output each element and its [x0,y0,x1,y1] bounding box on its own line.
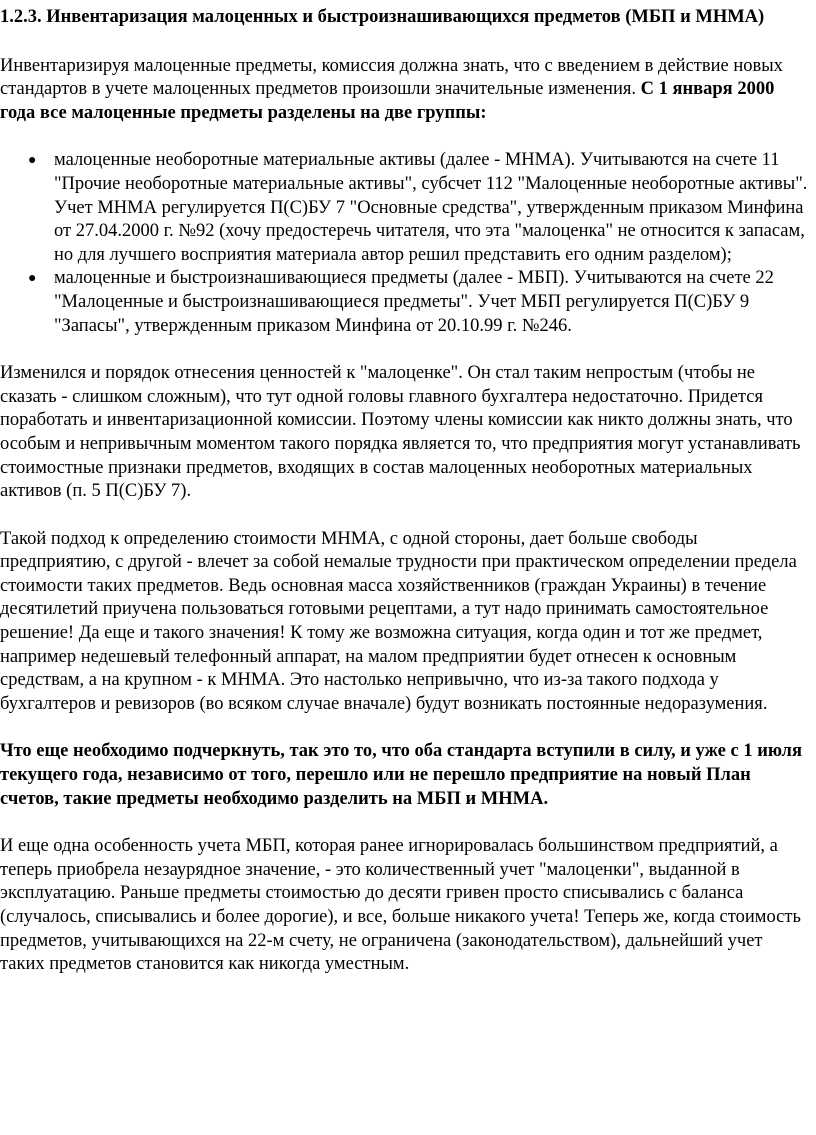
list-item-mnma [28,149,810,267]
intro-bold-text: С 1 января 2000 года все малоценные предметы разделены на две группы: [0,79,775,123]
paragraph-procedure: Изменился и порядок отнесения ценностей к "малоценке". Он стал таким непростым (чтобы не сказать - слишком сложным), что тут одной головы главного бухгалтера недостаточно. Придется поработать и инвентаризационной комиссии. Поэтому члены комиссии как никто должны знать, что особым и непривычным моментом такого порядка является то, что предприятия могут устанавливать стоимостные признаки предметов, входящих в состав малоценных необоротных материальных активов (п. 5 П(С)БУ 7). [0,363,801,502]
list-item-text: малоценные и быстроизнашивающиеся предметы (далее - МБП). Учитываются на счете 22 "Малоценные и быстроизнашивающиеся предметы". Учет МБП регулируется П(С)БУ 9 "Запасы", утвержденным приказом Минфина от 20.10.99 г. №246. [54,268,774,336]
bullet-icon: ● [28,271,37,287]
bullet-icon: ● [28,153,37,169]
section-heading: 1.2.3. Инвентаризация малоценных и быстроизнашивающихся предметов (МБП и МНМА) [0,7,765,27]
intro-text: Инвентаризируя малоценные предметы, комиссия должна знать, что с введением в действие новых стандартов в учете малоценных предметов произошли значительные изменения. [0,55,783,100]
list-item-text: малоценные необоротные материальные активы (далее - МНМА). Учитываются на счете 11 "Прочие необоротные материальные активы", субсчет 112 "Малоценные необоротные активы". Учет МНМА регулируется П(С)БУ 7 "Основные средства", утвержденным приказом Минфина от 27.04.2000 г. №92 (хочу предостеречь читателя, что эта "малоценка" не относится к запасам, но для лучшего восприятия материала автор решил представить его одним разделом); [54,150,808,265]
groups-list [0,149,810,338]
paragraph-approach: Такой подход к определению стоимости МНМА, с одной стороны, дает больше свободы предприятию, с другой - влечет за собой немалые трудности при практическом определении предела стоимости таких предметов. Ведь основная масса хозяйственников (граждан Украины) в течение десятилетий приучена пользоваться готовыми рецептами, а тут надо принимать самостоятельное решение! Да еще и такого значения! К тому же возможна ситуация, когда один и тот же предмет, например недешевый телефонный аппарат, на малом предприятии будет отнесен к основным средствам, а на крупном - к МНМА. Это настолько непривычно, что из-за такого подхода у бухгалтеров и ревизоров (во всяком случае вначале) будут возникать постоянные недоразумения. [0,528,797,714]
list-item-mbp [28,267,810,338]
paragraph-quantitative-accounting: И еще одна особенность учета МБП, которая ранее игнорировалась большинством предприятий, а теперь приобрела незаурядное значение, - это количественный учет "малоценки", выданной в эксплуатацию. Раньше предметы стоимостью до десяти гривен просто списывались с баланса (случалось, списывались и более дорогие), и все, больше никакого учета! Теперь же, когда стоимость предметов, учитывающихся на 22-м счету, не ограничена (законодательством), дальнейший учет таких предметов становится как никогда уместным. [0,836,801,975]
paragraph-emphasis: Что еще необходимо подчеркнуть, так это то, что оба стандарта вступили в силу, и уже с 1 июля текущего года, независимо от того, перешло или не перешло предприятие на новый План счетов, такие предметы необходимо разделить на МБП и МНМА. [0,741,802,809]
intro-paragraph [0,55,810,126]
